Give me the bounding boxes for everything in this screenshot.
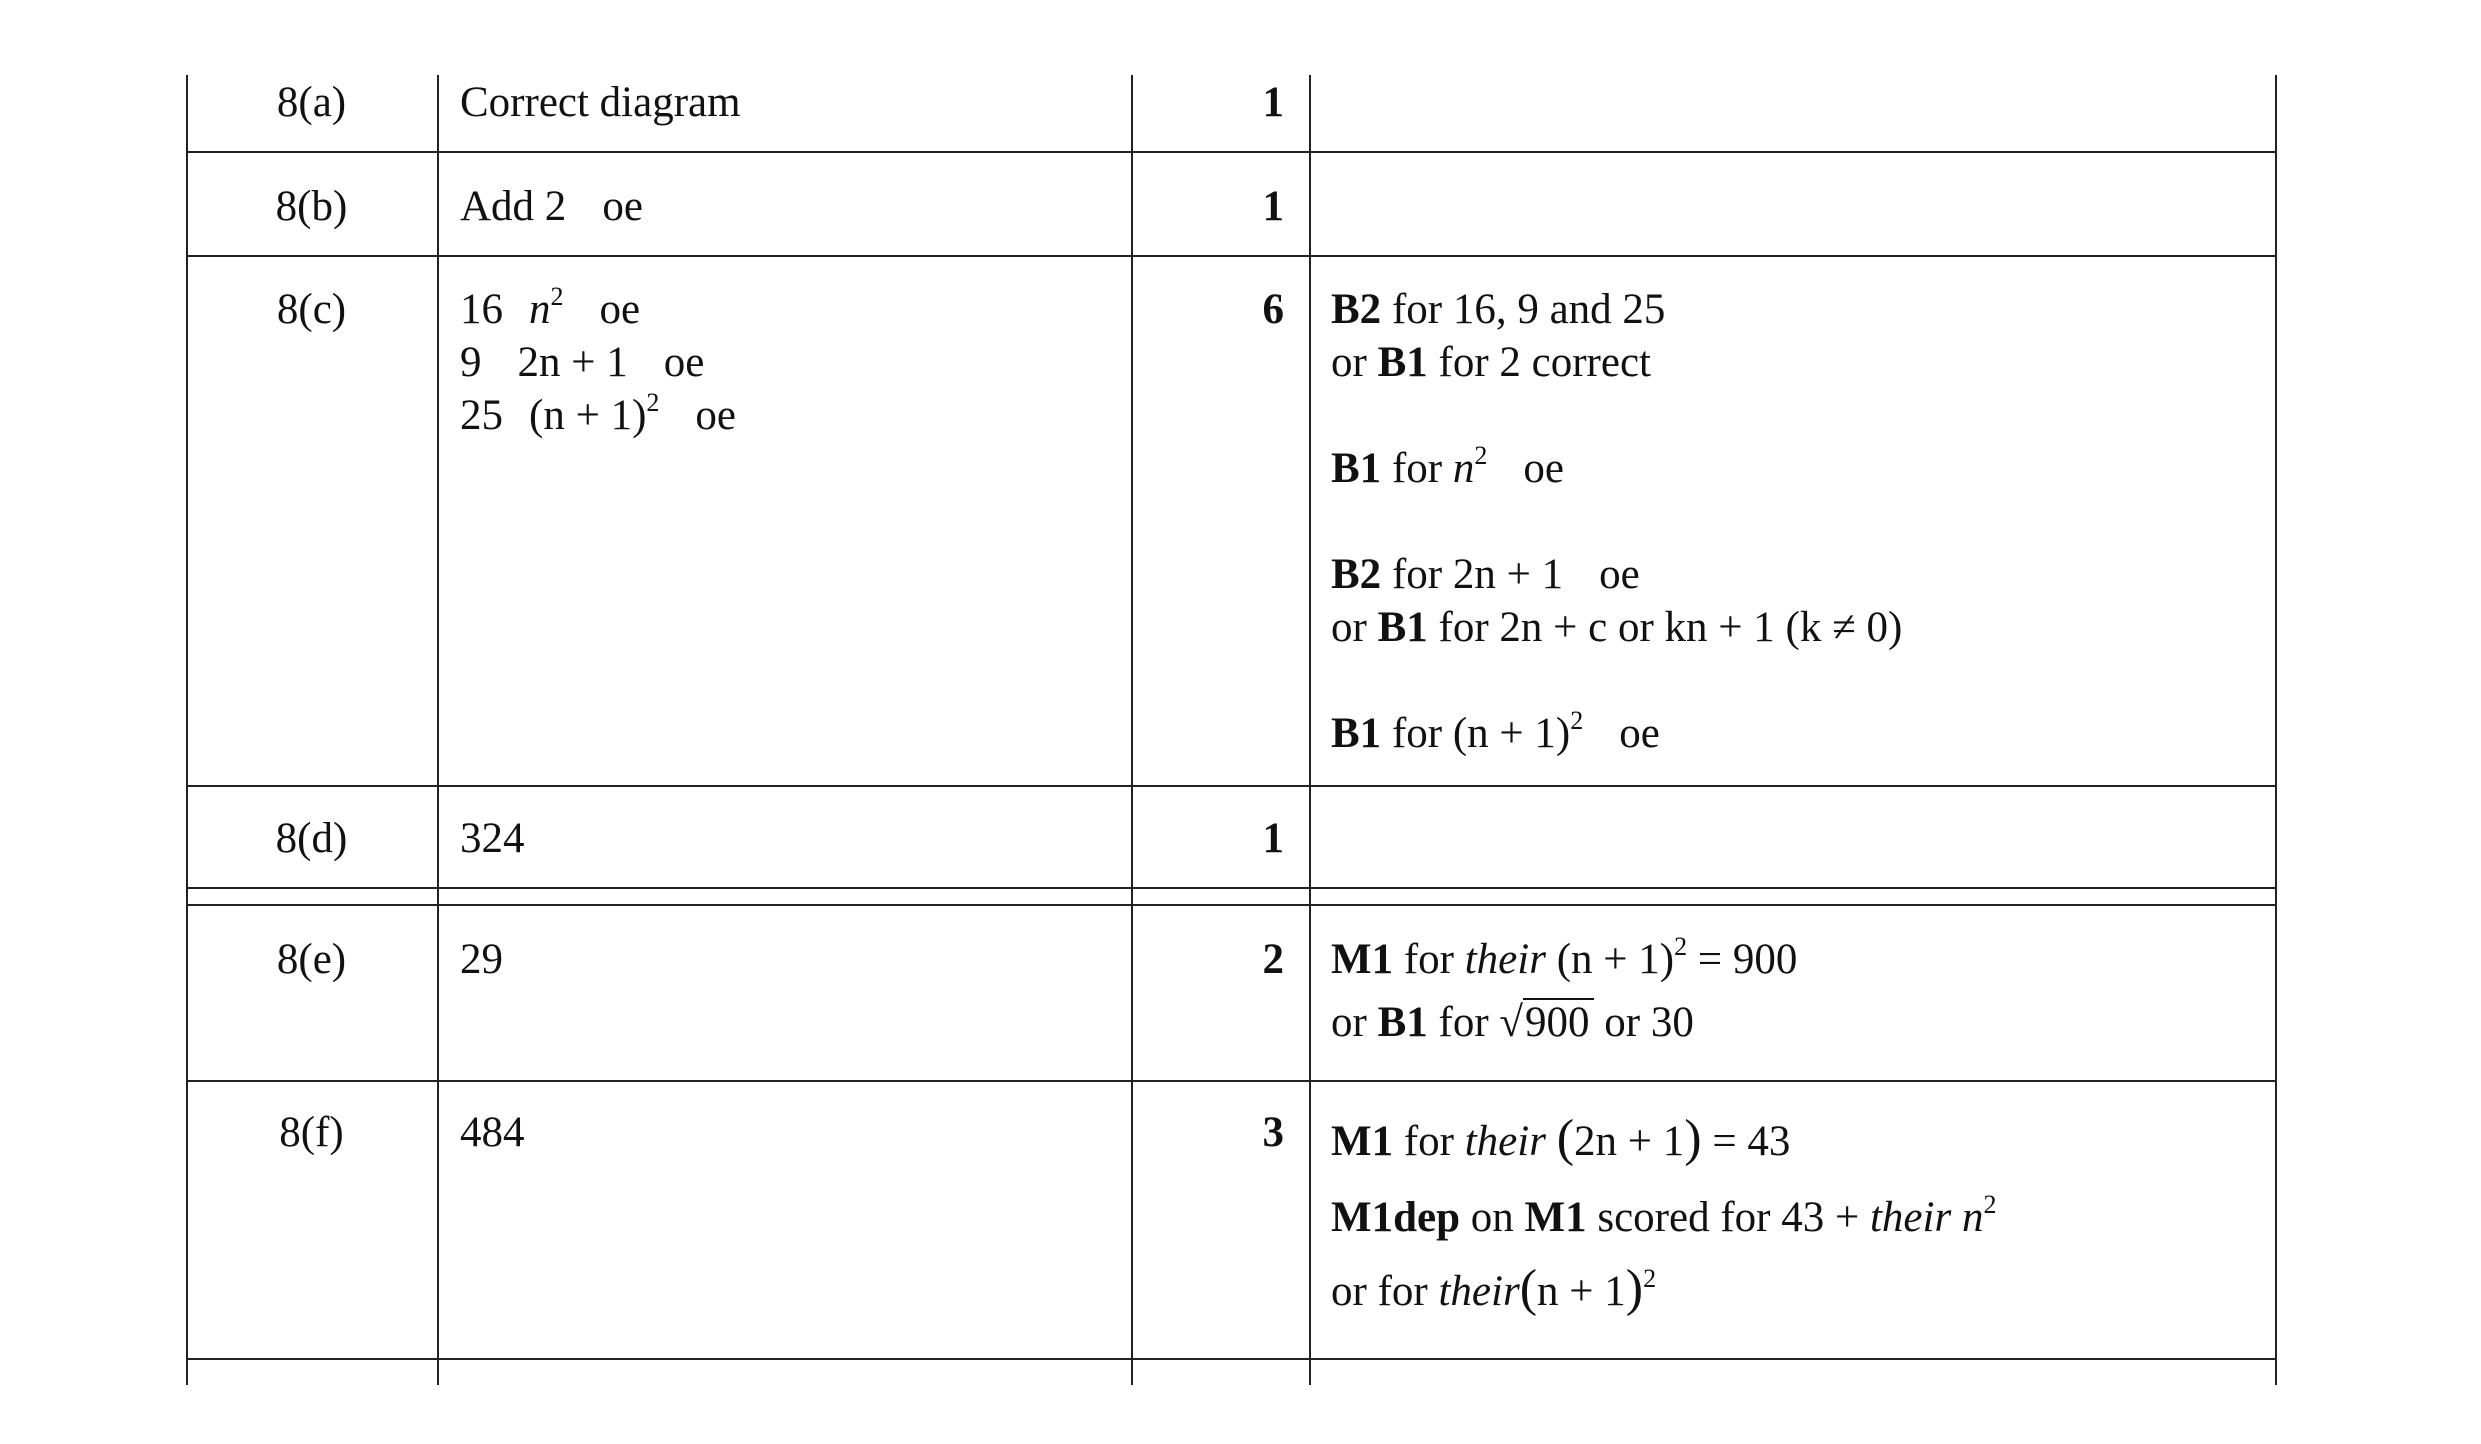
answer-text: Correct diagram	[460, 79, 741, 126]
marks-value: 1	[1262, 183, 1284, 230]
marks-value: 1	[1262, 79, 1284, 126]
square-root-radicand: 900	[1523, 998, 1594, 1046]
column-divider-question	[437, 75, 439, 1385]
question-number: 8(a)	[276, 79, 347, 126]
question-number: 8(d)	[275, 815, 348, 862]
guidance-block	[1331, 283, 1902, 760]
marks-value: 2	[1262, 936, 1284, 983]
question-number: 8(e)	[276, 936, 347, 983]
answer-value: Add 2	[460, 183, 567, 230]
guidance-block	[1331, 1112, 1996, 1315]
table-border-left	[186, 75, 188, 1385]
answer-text	[460, 180, 643, 233]
guidance-line: or B1 for √900 or 30	[1331, 999, 1694, 1046]
answer-text: 324	[460, 815, 525, 862]
answer-text: 29	[460, 936, 503, 983]
guidance-line: M1 for their $(n + 1)^2 = 900$	[1331, 932, 1798, 983]
question-number: 8(b)	[275, 183, 348, 230]
guidance-line: M1 for their (2n + 1) = 43	[1331, 1110, 1791, 1167]
row-separator	[186, 904, 2275, 906]
answer-line: 25 $(n + 1)^2$ oe	[460, 388, 736, 439]
row-separator	[186, 785, 2275, 787]
row-separator	[186, 255, 2275, 257]
guidance-line: B2 for 2n + 1 oe	[1331, 551, 1640, 598]
question-number: 8(f)	[279, 1109, 344, 1156]
column-divider-answer	[1131, 75, 1133, 1385]
row-separator	[186, 151, 2275, 153]
row-separator	[186, 1358, 2275, 1360]
guidance-line: or for their(n + 1)$^2$	[1331, 1260, 1657, 1317]
answer-line: 16 $n^2$ oe	[460, 282, 641, 333]
marks-value: 3	[1262, 1109, 1284, 1156]
row-separator	[186, 887, 2275, 889]
oe-label: oe	[602, 183, 643, 230]
row-separator	[186, 1080, 2275, 1082]
guidance-block	[1331, 933, 1797, 1049]
answer-line: 9 2n + 1 oe	[460, 339, 705, 386]
marks-value: 6	[1262, 286, 1284, 333]
guidance-line: or B1 for 2 correct	[1331, 339, 1651, 386]
guidance-line: B1 for $(n + 1)^2$ oe	[1331, 706, 1660, 757]
marks-value: 1	[1262, 815, 1284, 862]
guidance-line: or B1 for 2n + c or kn + 1 (k ≠ 0)	[1331, 604, 1903, 651]
square-root-symbol: √	[1499, 999, 1524, 1046]
column-divider-marks	[1309, 75, 1311, 1385]
guidance-line: M1dep on M1 scored for 43 + their $n^2$	[1331, 1190, 1997, 1241]
answer-text: 484	[460, 1109, 525, 1156]
question-number: 8(c)	[276, 286, 347, 333]
table-border-right	[2275, 75, 2277, 1385]
guidance-line: B1 for $n^2$ oe	[1331, 441, 1564, 492]
guidance-line: B2 for 16, 9 and 25	[1331, 286, 1666, 333]
answer-block	[460, 283, 736, 442]
